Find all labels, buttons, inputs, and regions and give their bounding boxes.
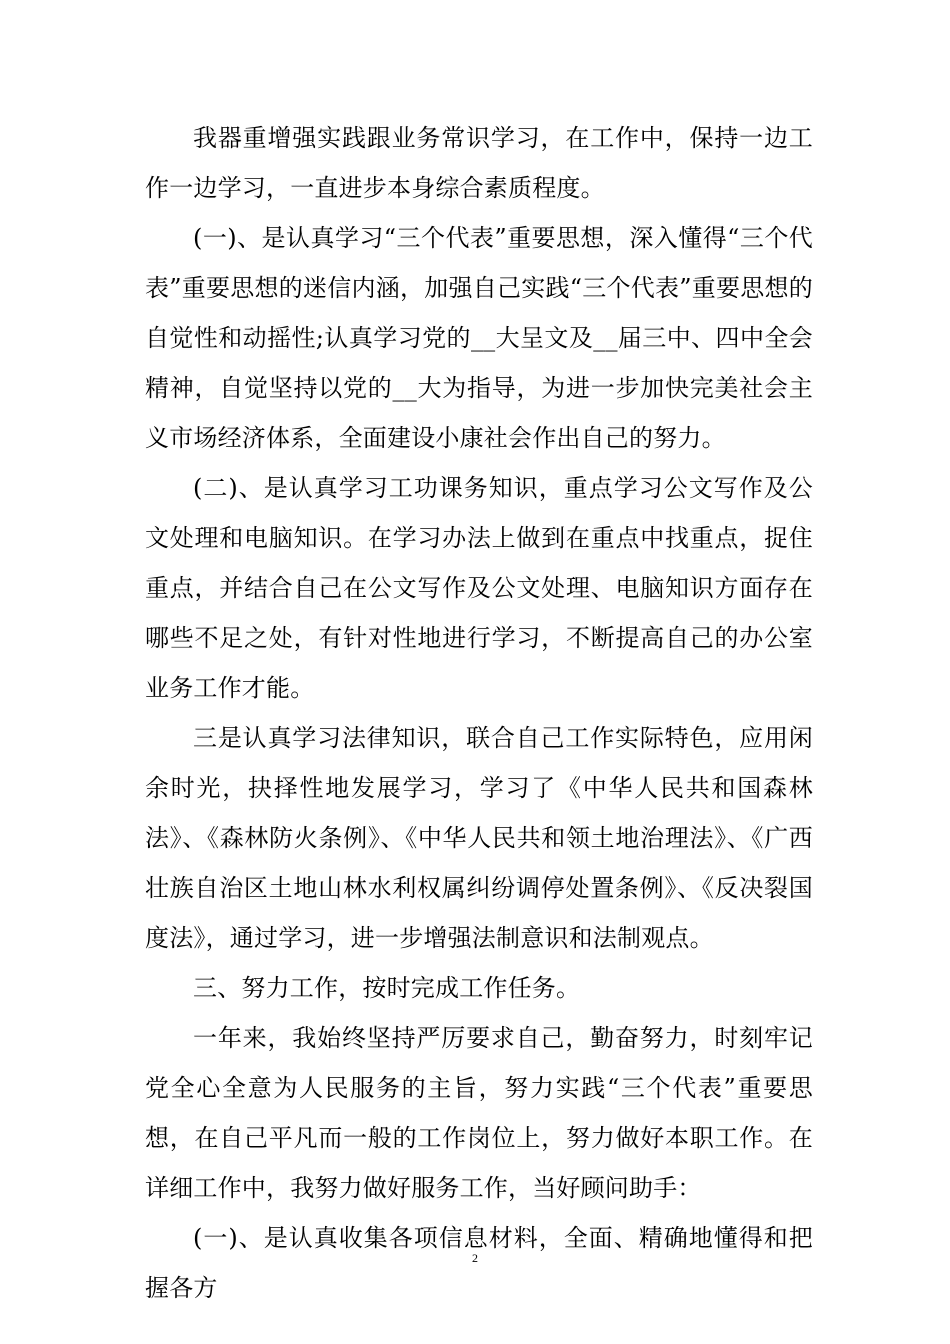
paragraph: (二)、是认真学习工功课务知识，重点学习公文写作及公文处理和电脑知识。在学习办法上做到在重点中找重点，捉住重点，并结合自己在公文写作及公文处理、电脑知识方面存在哪些不足之处，有针对性地进行学习，不断提高自己的办公室业务工作才能。 <box>145 474 813 702</box>
paragraph: 我器重增强实践跟业务常识学习，在工作中，保持一边工作一边学习，一直进步本身综合素质程度。 <box>145 124 813 202</box>
paragraph: (一)、是认真学习“三个代表”重要思想，深入懂得“三个代表”重要思想的迷信内涵，加强自己实践“三个代表”重要思想的自觉性和动摇性;认真学习党的__大呈文及__届三中、四中全会精神，自觉坚持以党的__大为指导，为进一步加快完美社会主义市场经济体系，全面建设小康社会作出自己的努力。 <box>145 224 813 452</box>
paragraph: 一年来，我始终坚持严厉要求自己，勤奋努力，时刻牢记党全心全意为人民服务的主旨，努力实践“三个代表”重要思想，在自己平凡而一般的工作岗位上，努力做好本职工作。在详细工作中，我努力做好服务工作，当好顾问助手： <box>145 1024 813 1202</box>
page-number: 2 <box>472 1251 478 1265</box>
document-body <box>145 113 813 1313</box>
paragraph: 三是认真学习法律知识，联合自己工作实际特色，应用闲余时光，抉择性地发展学习，学习了《中华人民共和国森林法》、《森林防火条例》、《中华人民共和领土地治理法》、《广西壮族自治区土地山林水利权属纠纷调停处置条例》、《反决裂国度法》，通过学习，进一步增强法制意识和法制观点。 <box>145 724 813 952</box>
section-heading: 三、努力工作，按时完成工作任务。 <box>193 974 581 1002</box>
paragraph: (一)、是认真收集各项信息材料，全面、精确地懂得和把握各方 <box>145 1224 813 1302</box>
